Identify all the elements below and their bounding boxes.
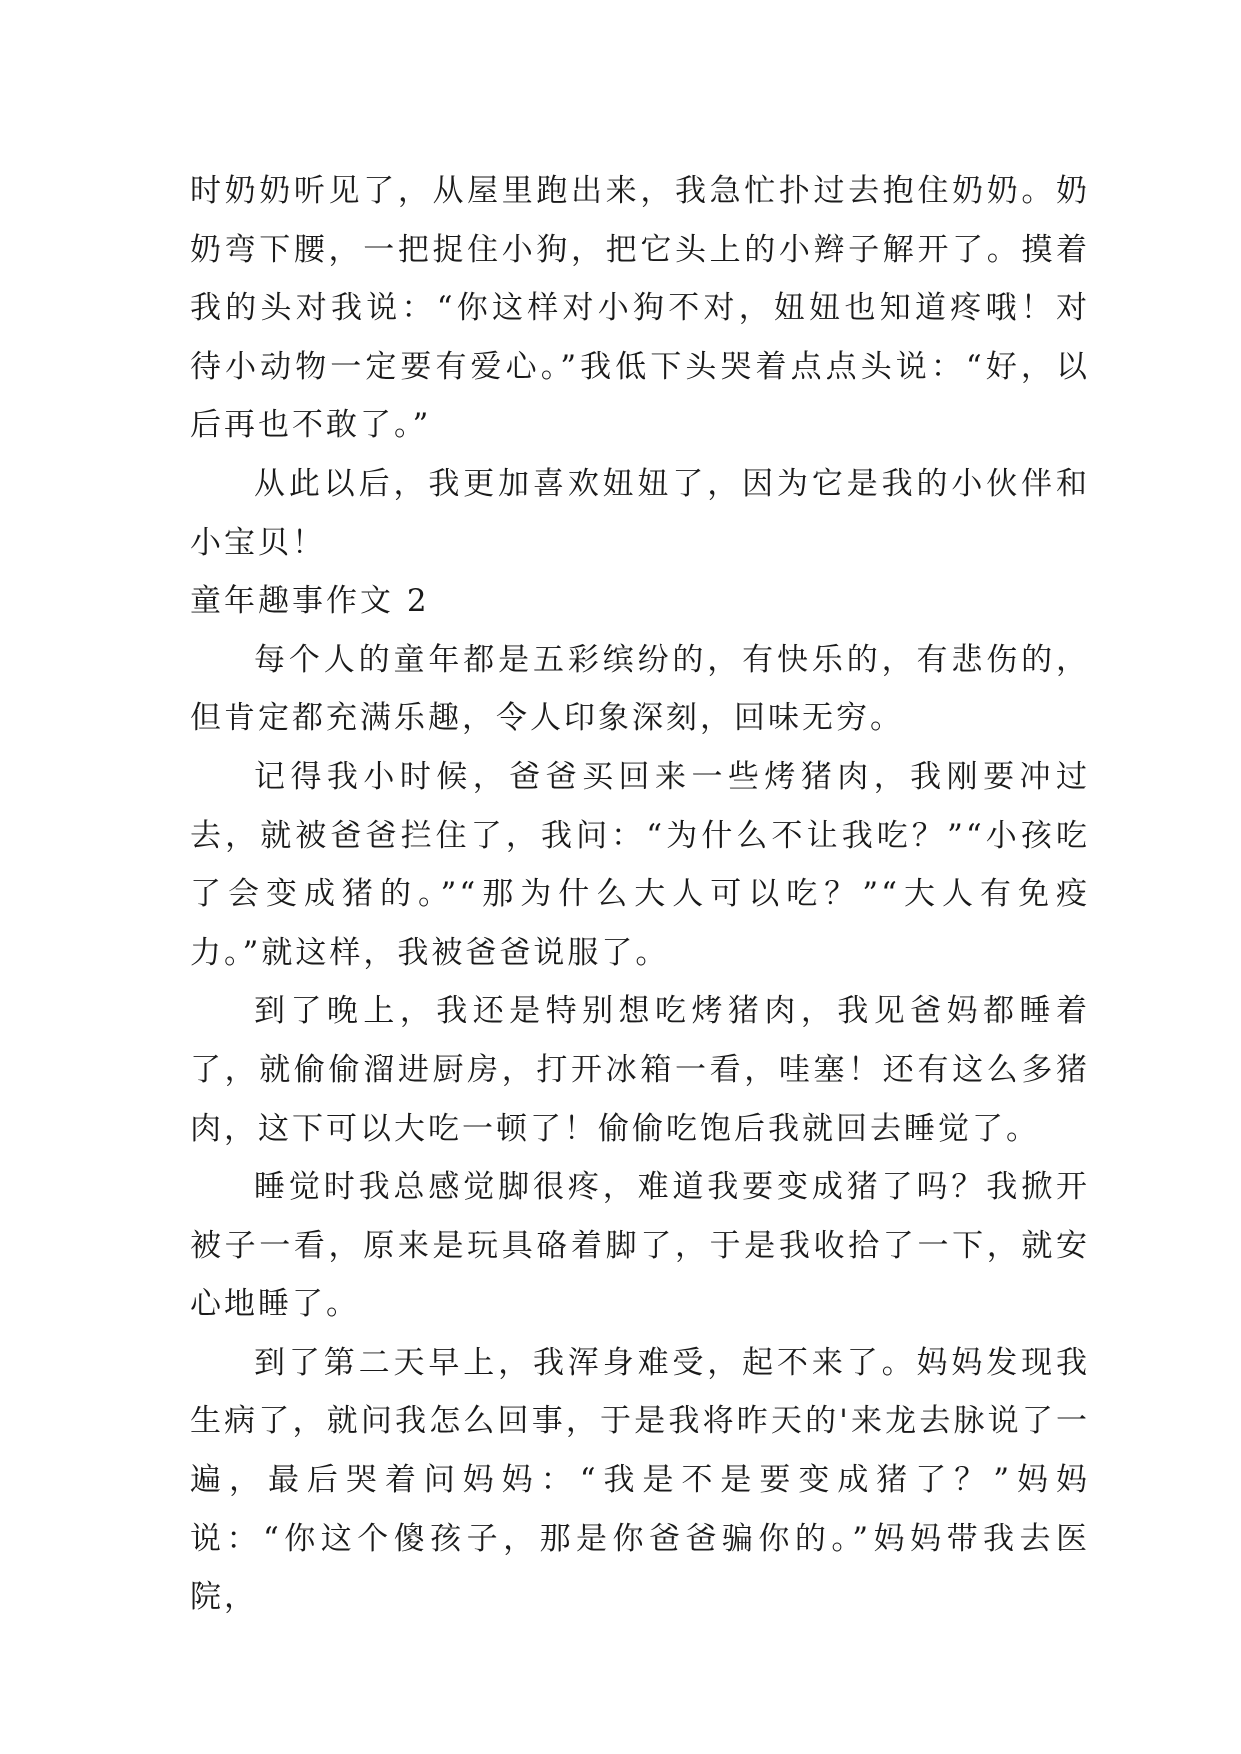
document-body bbox=[190, 162, 1090, 1627]
section-paragraph-3: 到了晚上，我还是特别想吃烤猪肉，我见爸妈都睡着了，就偷偷溜进厨房，打开冰箱一看，哇塞！还有这么多猪肉，这下可以大吃一顿了！偷偷吃饱后我就回去睡觉了。 bbox=[190, 993, 1090, 1147]
section-paragraph-4: 睡觉时我总感觉脚很疼，难道我要变成猪了吗？我掀开被子一看，原来是玩具硌着脚了，于是我收拾了一下，就安心地睡了。 bbox=[190, 1169, 1090, 1323]
section-paragraph-2: 记得我小时候，爸爸买回来一些烤猪肉，我刚要冲过去，就被爸爸拦住了，我问：“为什么不让我吃？”“小孩吃了会变成猪的。”“那为什么大人可以吃？”“大人有免疫力。”就这样，我被爸爸说服了。 bbox=[190, 758, 1090, 971]
section-paragraph-5: 到了第二天早上，我浑身难受，起不来了。妈妈发现我生病了，就问我怎么回事，于是我将昨天的'来龙去脉说了一遍，最后哭着问妈妈：“我是不是要变成猪了？”妈妈说：“你这个傻孩子，那是你爸爸骗你的。”妈妈带我去医院， bbox=[190, 1344, 1090, 1616]
section-title: 童年趣事作文 2 bbox=[190, 583, 430, 620]
paragraph-continued: 时奶奶听见了，从屋里跑出来，我急忙扑过去抱住奶奶。奶奶弯下腰，一把捉住小狗，把它头上的小辫子解开了。摸着我的头对我说：“你这样对小狗不对，妞妞也知道疼哦！对待小动物一定要有爱心。”我低下头哭着点点头说：“好，以后再也不敢了。” bbox=[190, 173, 1090, 444]
paragraph-conclusion: 从此以后，我更加喜欢妞妞了，因为它是我的小伙伴和小宝贝！ bbox=[190, 465, 1090, 561]
section-paragraph-1: 每个人的童年都是五彩缤纷的，有快乐的，有悲伤的，但肯定都充满乐趣，令人印象深刻，回味无穷。 bbox=[190, 641, 1090, 737]
